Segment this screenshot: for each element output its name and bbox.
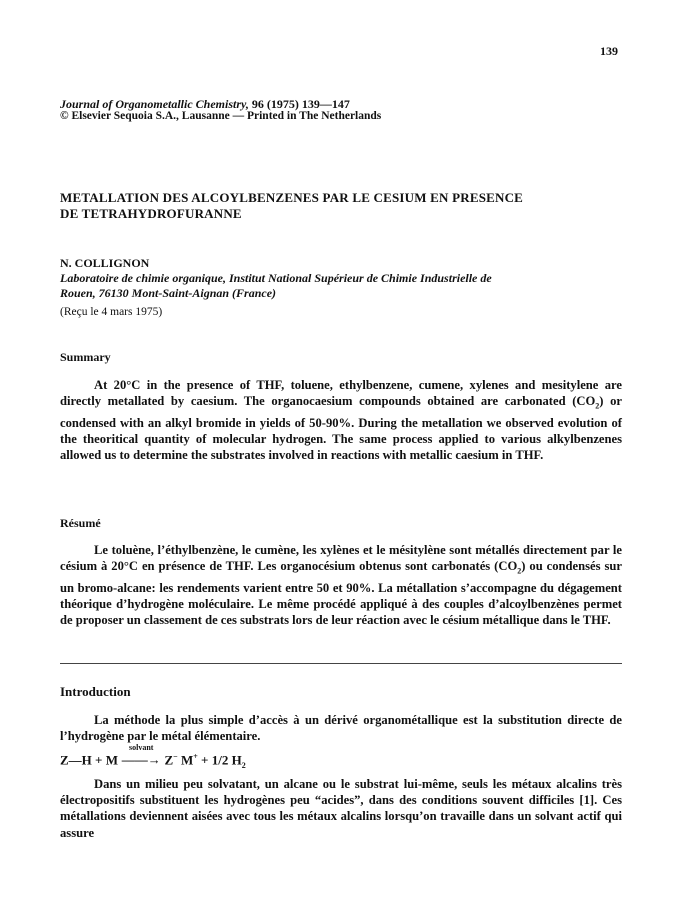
equation-h: + 1/2 H xyxy=(197,752,242,768)
author-name: N. COLLIGNON xyxy=(60,256,150,270)
affiliation-line-1: Laboratoire de chimie organique, Institut National Supérieur de Chimie Industrielle de xyxy=(60,271,492,285)
journal-name: Journal of Organometallic Chemistry, xyxy=(60,97,249,111)
reaction-equation xyxy=(60,743,246,770)
equation-plus: + xyxy=(193,752,198,761)
page-number: 139 xyxy=(600,44,618,58)
journal-citation xyxy=(60,97,350,111)
received-date: (Reçu le 4 mars 1975) xyxy=(60,306,163,318)
summary-paragraph xyxy=(60,377,622,464)
resume-text-b: ) ou condensés sur un bromo-alcane: les rendements varient entre 50 et 90%. La métallation s’accompagne du dégagement théorique d’hydrogène moléculaire. Le même procédé appliqué à des couples d’alcoylbenzènes permet de proposer un classement de ces substrats lors de leur réaction avec le césium métallique dans le THF. xyxy=(60,559,622,628)
section-divider xyxy=(60,663,622,664)
summary-text-b: ) or condensed with an alkyl bromide in yields of 50-90%. During the metallation we observed evolution of the theoritical quantity of molecular hydrogen. The same process applied to various alkylbenzenes allowed us to determine the substrates involved in reactions with metallic caesium in THF. xyxy=(60,394,622,463)
title-line-2: DE TETRAHYDROFURANNE xyxy=(60,206,242,221)
introduction-paragraph-1: La méthode la plus simple d’accès à un dérivé organométallique est la substitution directe de l’hydrogène par le métal élémentaire. xyxy=(60,713,622,744)
equation-minus: − xyxy=(173,752,178,761)
resume-heading: Résumé xyxy=(60,516,101,530)
affiliation-line-2: Rouen, 76130 Mont-Saint-Aignan (France) xyxy=(60,286,277,300)
introduction-paragraph-2: Dans un milieu peu solvatant, un alcane ou le substrat lui-même, seuls les métaux alcalins très électropositifs substituent les hydrogènes peu “acides”, dans des conditions souvent difficiles [1]. Ces métallations deviennent aisées avec tous les métaux alcalins lorsqu’on travaille dans un solvant actif qui assure xyxy=(60,777,622,840)
journal-details: 96 (1975) 139—147 xyxy=(248,97,350,111)
equation-z: Z xyxy=(161,752,174,768)
title-line-1: METALLATION DES ALCOYLBENZENES PAR LE CESIUM EN PRESENCE xyxy=(60,190,524,205)
summary-subscript: 2 xyxy=(595,401,600,411)
summary-heading: Summary xyxy=(60,350,111,364)
affiliation xyxy=(60,271,620,301)
arrow-glyph: ——→ xyxy=(121,752,161,768)
introduction-heading: Introduction xyxy=(60,684,131,699)
resume-subscript: 2 xyxy=(517,566,522,576)
equation-subscript: 2 xyxy=(241,760,246,770)
resume-paragraph xyxy=(60,542,622,629)
article-title xyxy=(60,190,630,222)
reaction-arrow xyxy=(121,743,161,768)
summary-text-a: At 20°C in the presence of THF, toluene, ethylbenzene, cumene, xylenes and mesitylene are directly metallated by caesium. The organocaesium compounds obtained are carbonated (CO xyxy=(60,378,622,409)
copyright-line: © Elsevier Sequoia S.A., Lausanne — Printed in The Netherlands xyxy=(60,110,382,122)
equation-left: Z—H + M xyxy=(60,752,122,768)
resume-text-a: Le toluène, l’éthylbenzène, le cumène, les xylènes et le mésitylène sont métallés directement par le césium à 20°C en présence de THF. Les organocésium obtenus sont carbonatés (CO xyxy=(60,543,622,574)
equation-m: M xyxy=(177,752,194,768)
arrow-label: solvant xyxy=(128,743,154,753)
